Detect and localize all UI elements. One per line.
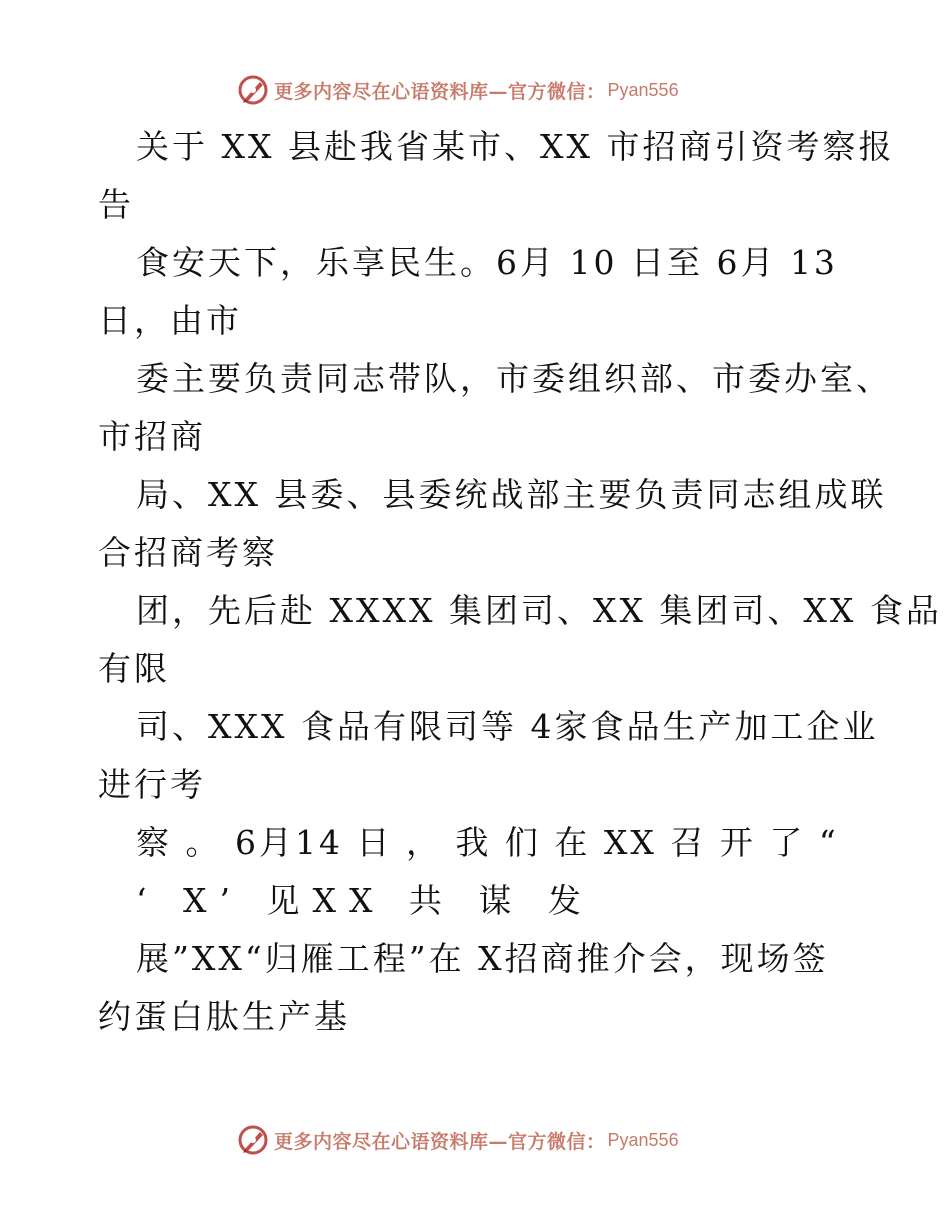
- paragraph-line: 委主要负责同志带队，市委组织部、市委办室、: [136, 359, 892, 398]
- paragraph-line: ‘ X’ 见XX 共 谋 发: [136, 881, 594, 920]
- paragraph-line: 察 。 6月14 日 ， 我 们 在 XX 召 开 了 “: [136, 823, 839, 862]
- paragraph-line: 约蛋白肽生产基: [98, 997, 350, 1036]
- paragraph-line: 有限: [98, 649, 170, 688]
- paragraph-line: 展”XX“归雁工程”在 X招商推介会，现场签: [136, 939, 829, 978]
- paragraph-line: 市招商: [98, 417, 206, 456]
- footer-watermark: [236, 1122, 679, 1158]
- paragraph-line: 团，先后赴 XXXX 集团司、XX 集团司、XX 食品: [136, 591, 942, 630]
- watermark-text: 更多内容尽在心语资料库—官方微信：: [274, 1130, 606, 1153]
- paragraph-line: 合招商考察: [98, 533, 278, 572]
- title-line-2: 告: [98, 185, 134, 224]
- paragraph-line: 局、XX 县委、县委统战部主要负责同志组成联: [136, 475, 887, 514]
- document-body: [98, 118, 942, 1046]
- title-line-1: 关于 XX 县赴我省某市、XX 市招商引资考察报: [136, 127, 895, 166]
- paragraph-line: 进行考: [98, 765, 206, 804]
- paragraph-line: 食安天下，乐享民生。6月 10 日至 6月 13: [136, 243, 838, 282]
- watermark-text: 更多内容尽在心语资料库—官方微信：: [274, 80, 606, 103]
- paragraph-line: 日，由市: [98, 301, 242, 340]
- header-watermark: [236, 72, 679, 108]
- pen-logo-icon: [236, 73, 270, 107]
- paragraph-line: 司、XXX 食品有限司等 4家食品生产加工企业: [136, 707, 879, 746]
- pen-logo-icon: [236, 1123, 270, 1157]
- watermark-wechat-id: Pyan556: [607, 79, 679, 100]
- watermark-wechat-id: Pyan556: [607, 1129, 679, 1150]
